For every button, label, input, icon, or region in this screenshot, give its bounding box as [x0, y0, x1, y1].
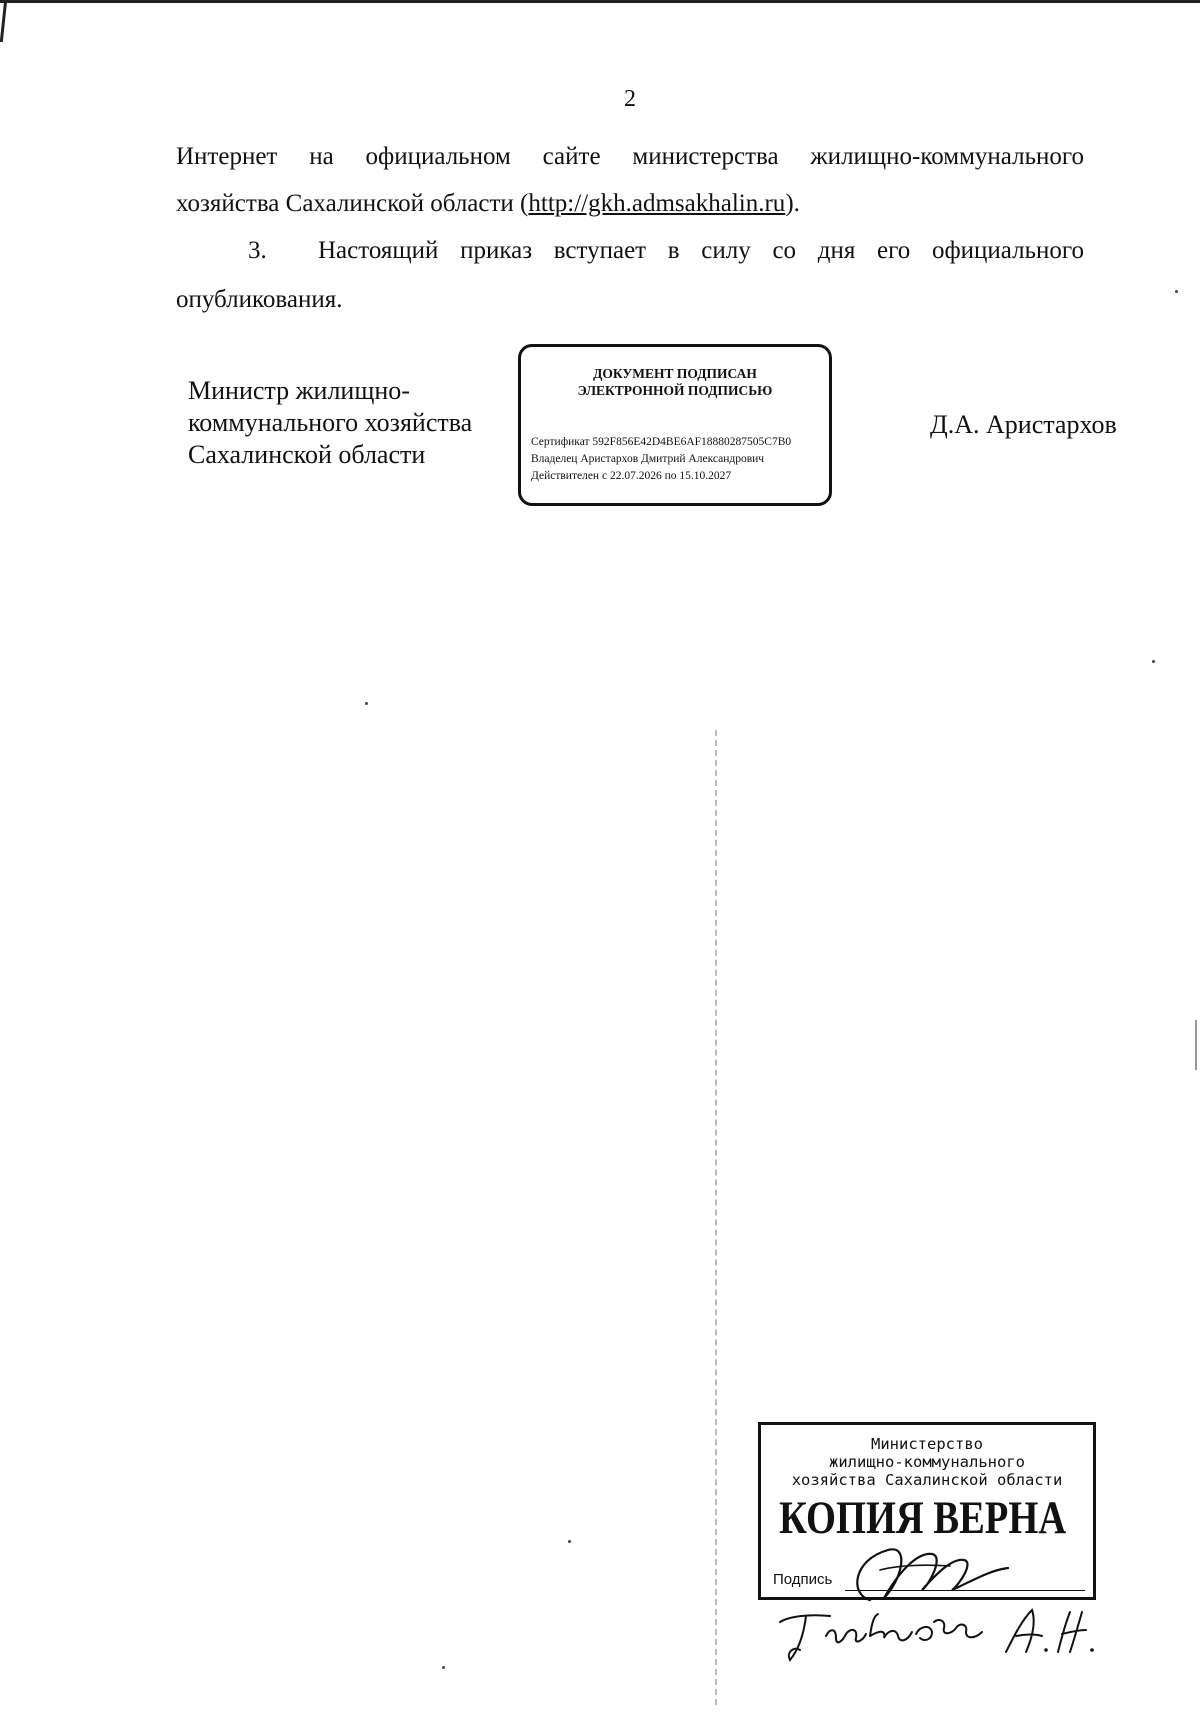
stamp-signature-label: Подпись: [773, 1571, 833, 1588]
electronic-signature-header-line: ДОКУМЕНТ ПОДПИСАН: [593, 366, 757, 381]
item-text: Настоящий приказ вступает в силу со дня его официального: [318, 237, 1084, 264]
scan-speck: [442, 1666, 445, 1669]
scan-left-mark: [0, 0, 7, 42]
scan-speck: [1175, 290, 1178, 293]
electronic-signature-header: [521, 365, 829, 399]
electronic-signature-header-line: ЭЛЕКТРОННОЙ ПОДПИСЬЮ: [577, 383, 773, 398]
scan-speck: [365, 702, 368, 705]
scan-speck: [1152, 660, 1155, 663]
signer-name: Д.А. Аристархов: [930, 410, 1117, 439]
stamp-organization: [761, 1435, 1093, 1489]
indent: [176, 234, 248, 268]
certificate-owner: Владелец Аристархов Дмитрий Александрович: [531, 453, 765, 465]
signer-title-line: коммунального хозяйства: [188, 408, 473, 437]
signer-title: [188, 375, 518, 471]
scan-fold-line: [715, 730, 717, 1705]
handwritten-full-name: [770, 1592, 1100, 1672]
certificate-number: Сертификат 592F856E42D4BE6AF18880287505C7B0: [531, 436, 792, 448]
page-number: 2: [624, 86, 636, 112]
item-number: 3.: [248, 237, 267, 264]
signer-title-line: Сахалинской области: [188, 440, 426, 469]
stamp-organization-line: жилищно-коммунального: [829, 1453, 1025, 1471]
stamp-organization-line: Министерство: [871, 1435, 983, 1453]
scan-top-edge: [0, 0, 1200, 3]
stamp-organization-line: хозяйства Сахалинской области: [791, 1471, 1063, 1489]
electronic-signature-box: [518, 344, 832, 506]
signer-title-line: Министр жилищно-: [188, 376, 410, 405]
body-text-line: опубликования.: [176, 286, 343, 313]
scan-speck: [568, 1540, 571, 1543]
body-text-line: Интернет на официальном сайте министерства жилищно-коммунального: [176, 143, 1084, 170]
body-text-fragment: хозяйства Сахалинской области (: [176, 190, 529, 217]
body-text-fragment: ).: [785, 190, 800, 217]
stamp-certified-copy-text: КОПИЯ ВЕРНА: [779, 1492, 1067, 1544]
certificate-validity: Действителен с 22.07.2026 по 15.10.2027: [531, 470, 732, 482]
body-text-line: [176, 234, 1084, 268]
body-text-line: [176, 187, 1084, 221]
ministry-website-link[interactable]: http://gkh.admsakhalin.ru: [528, 190, 786, 217]
scan-right-mark: [1195, 1020, 1197, 1070]
